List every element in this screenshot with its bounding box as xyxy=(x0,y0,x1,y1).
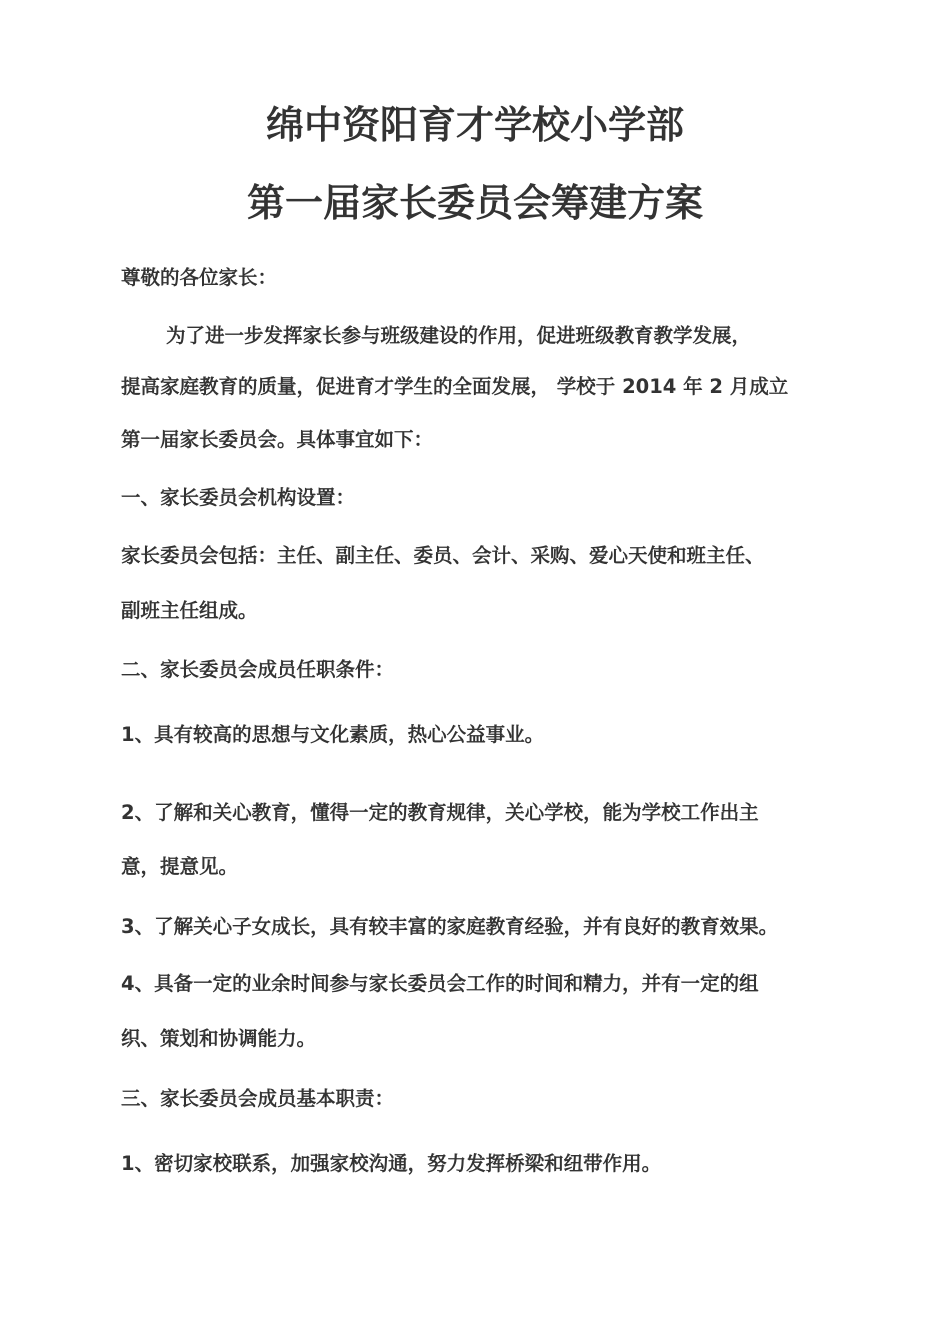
section-body-line: 家长委员会包括：主任、副主任、委员、会计、采购、爱心天使和班主任、 xyxy=(121,544,765,567)
list-item: 1、密切家校联系，加强家校沟通，努力发挥桥梁和纽带作用。 xyxy=(121,1152,662,1175)
section-heading: 二、家长委员会成员任职条件： xyxy=(121,658,395,681)
list-item: 4、具备一定的业余时间参与家长委员会工作的时间和精力，并有一定的组 xyxy=(121,972,759,995)
intro-line: 提高家庭教育的质量，促进育才学生的全面发展， 学校于 2014 年 2 月成立 xyxy=(121,375,789,398)
list-item: 1、具有较高的思想与文化素质，热心公益事业。 xyxy=(121,723,545,746)
list-item: 织、策划和协调能力。 xyxy=(121,1027,317,1050)
section-body-line: 副班主任组成。 xyxy=(121,599,258,622)
section-heading: 一、家长委员会机构设置： xyxy=(121,486,356,509)
list-item: 意，提意见。 xyxy=(121,855,239,878)
section-heading: 三、家长委员会成员基本职责： xyxy=(121,1087,395,1110)
intro-line: 为了进一步发挥家长参与班级建设的作用，促进班级教育教学发展， xyxy=(166,324,752,347)
document-title-line1: 绵中资阳育才学校小学部 xyxy=(265,103,684,147)
list-item: 3、了解关心子女成长，具有较丰富的家庭教育经验，并有良好的教育效果。 xyxy=(121,915,779,938)
list-item: 2、了解和关心教育，懂得一定的教育规律，关心学校，能为学校工作出主 xyxy=(121,801,759,824)
intro-line: 第一届家长委员会。具体事宜如下： xyxy=(121,428,434,451)
salutation: 尊敬的各位家长： xyxy=(121,266,278,289)
document-title-line2: 第一届家长委员会筹建方案 xyxy=(246,181,703,225)
